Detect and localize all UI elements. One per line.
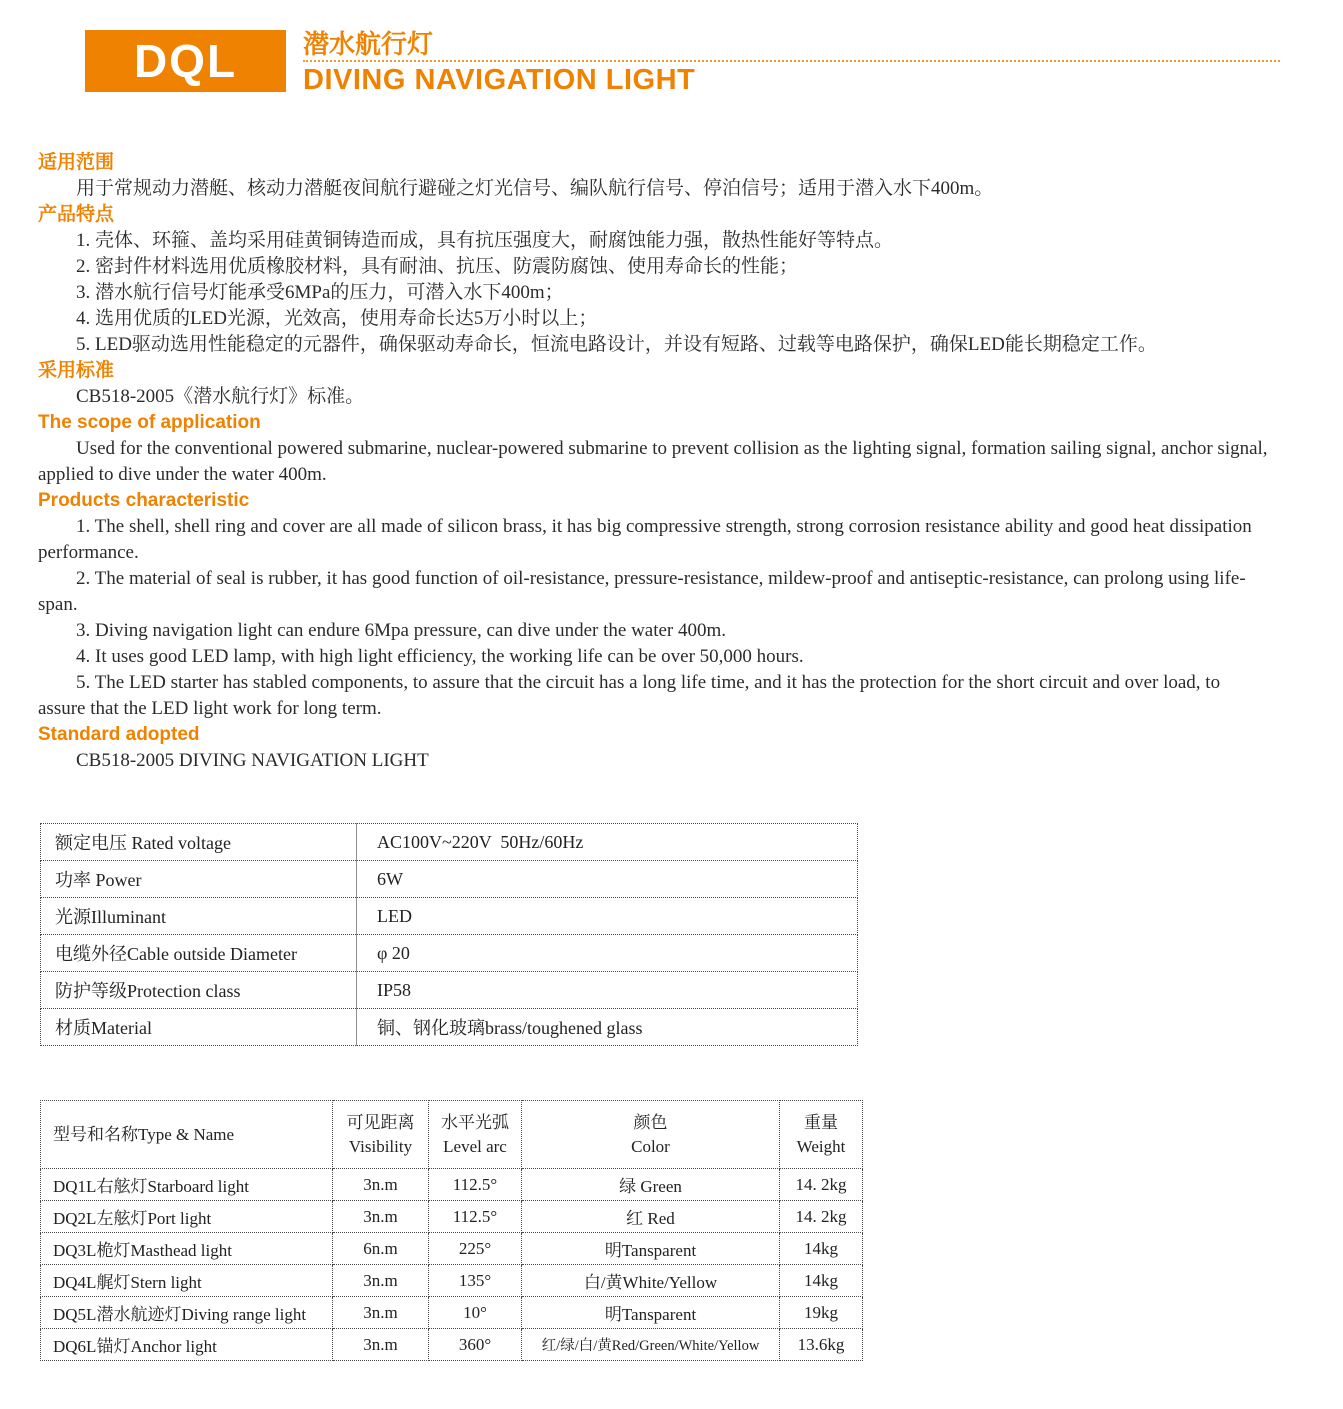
page-header bbox=[85, 30, 1280, 95]
model-color: 绿 Green bbox=[522, 1169, 780, 1201]
en-standard-paragraph: CB518-2005 DIVING NAVIGATION LIGHT bbox=[76, 750, 429, 771]
model-weight: 19kg bbox=[780, 1297, 863, 1329]
model-level-arc: 112.5° bbox=[429, 1201, 522, 1233]
model-table bbox=[40, 1100, 863, 1361]
spec-value: IP58 bbox=[357, 972, 858, 1009]
table-row bbox=[41, 935, 858, 972]
model-color: 明Tansparent bbox=[522, 1297, 780, 1329]
title-block bbox=[303, 30, 1280, 95]
header-en: Color bbox=[631, 1136, 670, 1156]
table-row bbox=[41, 898, 858, 935]
main-content bbox=[38, 150, 1270, 774]
model-type-name: DQ4L艉灯Stern light bbox=[41, 1265, 333, 1297]
en-feature-item: 5. The LED starter has stabled components, to assure that the circuit has a long life time, and it has the protection for the short circuit and over load, to assure that the LED light work for long term. bbox=[38, 672, 1221, 719]
model-weight: 13.6kg bbox=[780, 1329, 863, 1361]
model-color: 明Tansparent bbox=[522, 1233, 780, 1265]
model-visibility: 6n.m bbox=[333, 1233, 429, 1265]
table-row bbox=[41, 1329, 863, 1361]
table-row bbox=[41, 972, 858, 1009]
table-row bbox=[41, 1169, 863, 1201]
spec-value: AC100V~220V 50Hz/60Hz bbox=[357, 824, 858, 861]
dotted-divider bbox=[303, 59, 1280, 62]
header-cn: 颜色 bbox=[633, 1112, 668, 1132]
en-scope-paragraph: Used for the conventional powered submarine, nuclear-powered submarine to prevent collision as the lighting signal, formation sailing signal, anchor signal, applied to dive under the water 400m. bbox=[38, 438, 1268, 485]
header-en: Level arc bbox=[443, 1136, 507, 1156]
model-visibility: 3n.m bbox=[333, 1169, 429, 1201]
model-visibility: 3n.m bbox=[333, 1201, 429, 1233]
spec-label: 材质Material bbox=[41, 1009, 357, 1046]
model-level-arc: 10° bbox=[429, 1297, 522, 1329]
model-level-arc: 112.5° bbox=[429, 1169, 522, 1201]
table-row bbox=[41, 1009, 858, 1046]
brand-logo: DQL bbox=[85, 30, 286, 92]
header-cn: 水平光弧 bbox=[441, 1112, 509, 1132]
spec-value: LED bbox=[357, 898, 858, 935]
section-heading-en-features: Products characteristic bbox=[38, 490, 250, 511]
table-header-row bbox=[41, 1101, 863, 1169]
model-type-name: DQ6L锚灯Anchor light bbox=[41, 1329, 333, 1361]
model-level-arc: 225° bbox=[429, 1233, 522, 1265]
spec-label: 功率 Power bbox=[41, 861, 357, 898]
cn-feature-item: 3. 潜水航行信号灯能承受6MPa的压力，可潜入水下400m； bbox=[76, 282, 564, 303]
spec-label: 额定电压 Rated voltage bbox=[41, 824, 357, 861]
model-weight: 14. 2kg bbox=[780, 1201, 863, 1233]
header-en: Weight bbox=[796, 1136, 846, 1156]
table-row bbox=[41, 824, 858, 861]
cn-standard-paragraph: CB518-2005《潜水航行灯》标准。 bbox=[76, 386, 365, 407]
spec-value: 铜、钢化玻璃brass/toughened glass bbox=[357, 1009, 858, 1046]
model-weight: 14kg bbox=[780, 1265, 863, 1297]
table-row bbox=[41, 1297, 863, 1329]
section-heading-cn-standard: 采用标准 bbox=[38, 360, 115, 381]
spec-table bbox=[40, 823, 858, 1046]
column-header-level-arc bbox=[429, 1101, 522, 1169]
spec-value: 6W bbox=[357, 861, 858, 898]
spec-label: 电缆外径Cable outside Diameter bbox=[41, 935, 357, 972]
section-heading-cn-features: 产品特点 bbox=[38, 204, 115, 225]
section-heading-en-standard: Standard adopted bbox=[38, 724, 200, 745]
section-heading-en-scope: The scope of application bbox=[38, 412, 261, 433]
column-header-color bbox=[522, 1101, 780, 1169]
model-level-arc: 360° bbox=[429, 1329, 522, 1361]
model-weight: 14. 2kg bbox=[780, 1169, 863, 1201]
model-color: 红/绿/白/黄Red/Green/White/Yellow bbox=[522, 1329, 780, 1361]
table-row bbox=[41, 1201, 863, 1233]
table-row bbox=[41, 1233, 863, 1265]
en-feature-item: 1. The shell, shell ring and cover are all made of silicon brass, it has big compressive strength, strong corrosion resistance ability and good heat dissipation performance. bbox=[38, 516, 1252, 563]
model-visibility: 3n.m bbox=[333, 1329, 429, 1361]
model-level-arc: 135° bbox=[429, 1265, 522, 1297]
table-row bbox=[41, 861, 858, 898]
section-heading-cn-scope: 适用范围 bbox=[38, 152, 115, 173]
model-visibility: 3n.m bbox=[333, 1297, 429, 1329]
model-color: 白/黄White/Yellow bbox=[522, 1265, 780, 1297]
header-cn: 重量 bbox=[804, 1112, 838, 1132]
model-type-name: DQ2L左舷灯Port light bbox=[41, 1201, 333, 1233]
table-row bbox=[41, 1265, 863, 1297]
model-type-name: DQ5L潜水航迹灯Diving range light bbox=[41, 1297, 333, 1329]
cn-feature-item: 2. 密封件材料选用优质橡胶材料，具有耐油、抗压、防震防腐蚀、使用寿命长的性能； bbox=[76, 256, 799, 277]
model-weight: 14kg bbox=[780, 1233, 863, 1265]
cn-feature-item: 4. 选用优质的LED光源，光效高，使用寿命长达5万小时以上； bbox=[76, 308, 598, 329]
model-type-name: DQ3L桅灯Masthead light bbox=[41, 1233, 333, 1265]
cn-scope-paragraph: 用于常规动力潜艇、核动力潜艇夜间航行避碰之灯光信号、编队航行信号、停泊信号；适用于潜入水下400m。 bbox=[76, 178, 994, 199]
en-feature-item: 4. It uses good LED lamp, with high light efficiency, the working life can be over 50,000 hours. bbox=[76, 646, 804, 667]
header-cn: 可见距离 bbox=[346, 1112, 415, 1132]
en-feature-item: 2. The material of seal is rubber, it has good function of oil-resistance, pressure-resistance, mildew-proof and antiseptic-resistance, can prolong using life-span. bbox=[38, 568, 1246, 615]
model-color: 红 Red bbox=[522, 1201, 780, 1233]
model-type-name: DQ1L右舷灯Starboard light bbox=[41, 1169, 333, 1201]
cn-feature-item: 5. LED驱动选用性能稳定的元器件，确保驱动寿命长，恒流电路设计，并设有短路、过载等电路保护，确保LED能长期稳定工作。 bbox=[76, 334, 1157, 355]
spec-label: 防护等级Protection class bbox=[41, 972, 357, 1009]
model-visibility: 3n.m bbox=[333, 1265, 429, 1297]
cn-feature-item: 1. 壳体、环箍、盖均采用硅黄铜铸造而成，具有抗压强度大，耐腐蚀能力强，散热性能好等特点。 bbox=[76, 230, 894, 251]
column-header-weight bbox=[780, 1101, 863, 1169]
page-title-chinese: 潜水航行灯 bbox=[303, 29, 434, 59]
page-title-english: DIVING NAVIGATION LIGHT bbox=[303, 64, 696, 96]
en-feature-item: 3. Diving navigation light can endure 6Mpa pressure, can dive under the water 400m. bbox=[76, 620, 727, 641]
spec-label: 光源Illuminant bbox=[41, 898, 357, 935]
header-en: Visibility bbox=[348, 1136, 413, 1156]
column-header-type-name: 型号和名称Type & Name bbox=[41, 1101, 333, 1169]
spec-value: φ 20 bbox=[357, 935, 858, 972]
column-header-visibility bbox=[333, 1101, 429, 1169]
